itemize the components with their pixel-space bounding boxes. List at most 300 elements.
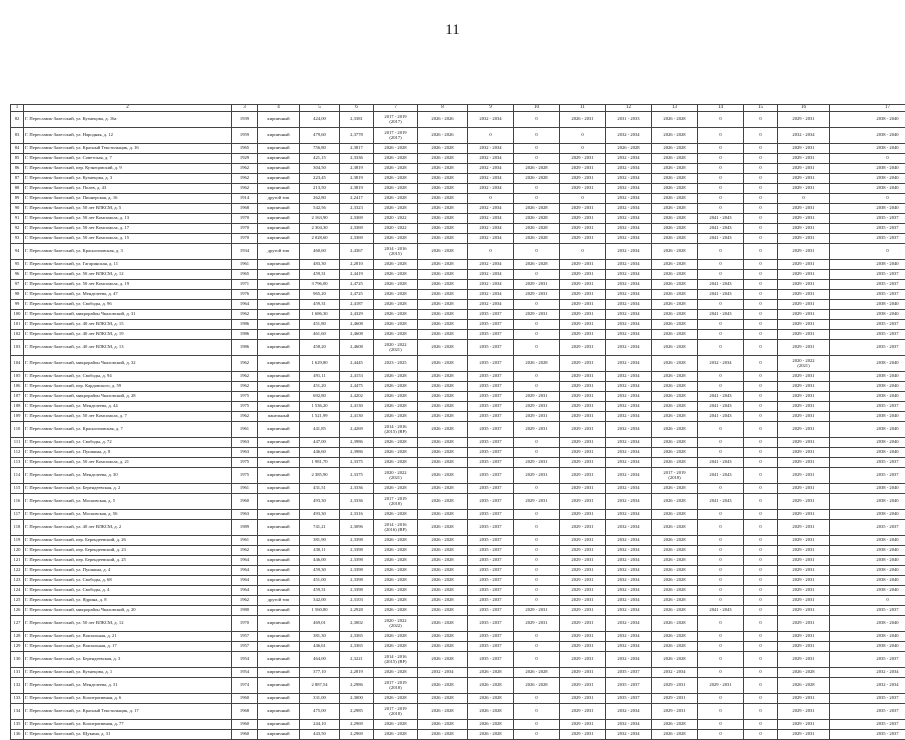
table-cell: 2032 - 2034 — [606, 164, 652, 174]
table-cell: 0 — [778, 194, 830, 204]
table-cell: 2029 - 2031 — [560, 204, 606, 214]
table-cell: 104 — [11, 356, 24, 372]
table-cell: 2029 - 2031 — [778, 510, 830, 520]
table-cell: 2032 - 2034 — [606, 128, 652, 144]
table-cell: 86 — [11, 164, 24, 174]
table-cell: 1986 — [232, 320, 258, 330]
table-cell: 2026 - 2028 — [652, 606, 698, 616]
table-cell: 479,60 — [300, 128, 340, 144]
table-cell: 2026 - 2026 — [418, 112, 468, 128]
address-cell: Г. Переславль-Залесский, ул. Менделеева, д. 30 — [24, 468, 232, 484]
table-cell: 2026 - 2028 — [374, 566, 418, 576]
table-cell: 0 — [744, 678, 778, 694]
table-cell: 0 — [744, 652, 778, 668]
table-cell: кирпичный — [258, 678, 300, 694]
table-cell: 2032 - 2034 — [606, 330, 652, 340]
table-cell: 87 — [11, 174, 24, 184]
table-cell: другой тип — [258, 596, 300, 606]
table-cell: 431,51 — [300, 484, 340, 494]
table-cell: 2026 - 2028 — [374, 642, 418, 652]
table-cell: 381,30 — [300, 632, 340, 642]
table-cell: 244,10 — [300, 720, 340, 730]
table-cell: 2026 - 2028 — [418, 704, 468, 720]
table-cell: 136 — [11, 730, 24, 740]
table-cell: 2038 - 2040 — [830, 632, 905, 642]
address-cell: Г. Переславль-Залесский, ул. Вокзальная, д. 17 — [24, 642, 232, 652]
table-cell: 2,2985 — [340, 704, 374, 720]
table-cell: кирпичный — [258, 356, 300, 372]
table-cell: 2035 - 2037 — [468, 494, 514, 510]
table-cell: 2029 - 2031 — [560, 576, 606, 586]
table-cell: 2020 - 2022 (2022) — [374, 616, 418, 632]
table-cell: 459,30 — [300, 566, 340, 576]
table-cell: 2026 - 2028 — [418, 234, 468, 244]
table-row — [11, 194, 905, 204]
table-cell: 1 536,20 — [300, 402, 340, 412]
table-cell: 1960 — [232, 720, 258, 730]
table-row — [11, 652, 905, 668]
table-cell: 0 — [514, 448, 560, 458]
table-cell: 2026 - 2028 — [418, 340, 468, 356]
table-row — [11, 402, 905, 412]
table-cell: 2035 - 2037 — [468, 606, 514, 616]
table-cell: 2038 - 2040 — [830, 448, 905, 458]
table-cell: 0 — [698, 372, 744, 382]
table-cell: 2,3398 — [340, 576, 374, 586]
table-row — [11, 204, 905, 214]
table-cell: 107 — [11, 392, 24, 402]
table-cell: 2041 - 2043 — [698, 290, 744, 300]
table-cell: 2029 - 2031 — [560, 392, 606, 402]
table-cell: 2035 - 2037 — [606, 668, 652, 678]
table-cell: 2029 - 2031 — [778, 392, 830, 402]
table-cell: 2041 - 2043 — [698, 224, 744, 234]
table-cell: 2029 - 2031 — [778, 494, 830, 510]
table-cell: 2017 - 2019 (2018) — [374, 494, 418, 510]
table-cell: 1961 — [232, 484, 258, 494]
table-cell: 108 — [11, 402, 24, 412]
address-cell: Г. Переславль-Залесский, ул. 50 лет Комсомола, д. 15 — [24, 234, 232, 244]
table-cell: 2,3817 — [340, 144, 374, 154]
table-cell: кирпичный — [258, 694, 300, 704]
table-cell: 0 — [514, 128, 560, 144]
table-cell: 2038 - 2040 — [830, 616, 905, 632]
table-row — [11, 154, 905, 164]
address-cell: Г. Переславль-Залесский, ул. Красноэховская, д. 3 — [24, 244, 232, 260]
address-cell: Г. Переславль-Залесский, ул. Кузнецова, д. 1 — [24, 668, 232, 678]
table-cell: 0 — [514, 154, 560, 164]
table-cell: 2029 - 2031 — [560, 510, 606, 520]
table-cell: 2026 - 2028 — [652, 616, 698, 632]
table-cell: 451,80 — [300, 320, 340, 330]
table-cell: 2023 - 2025 — [374, 356, 418, 372]
table-cell: 2026 - 2028 — [418, 632, 468, 642]
table-cell: 97 — [11, 280, 24, 290]
table-cell: 2035 - 2037 — [830, 606, 905, 616]
table-cell: кирпичный — [258, 556, 300, 566]
table-cell: 2 887,54 — [300, 678, 340, 694]
table-cell: 2032 - 2034 — [606, 536, 652, 546]
table-cell: 2035 - 2037 — [830, 214, 905, 224]
table-cell: 2026 - 2028 — [652, 184, 698, 194]
table-cell: 0 — [698, 566, 744, 576]
table-cell: 2026 - 2028 — [652, 224, 698, 234]
table-cell: 2,4130 — [340, 412, 374, 422]
table-cell: 2026 - 2028 — [468, 704, 514, 720]
table-cell: кирпичный — [258, 204, 300, 214]
table-cell: 2,3375 — [340, 458, 374, 468]
address-cell: Г. Переславль-Залесский, ул. Народная, д. 12 — [24, 128, 232, 144]
table-cell: 1963 — [232, 448, 258, 458]
address-cell: Г. Переславль-Залесский, ул. Красноэховская, д. 7 — [24, 422, 232, 438]
table-cell: 2031 - 2033 — [606, 112, 652, 128]
address-cell: Г. Переславль-Залесский, ул. Вокзальная, д. 21 — [24, 632, 232, 642]
capital-repair-table — [10, 104, 895, 740]
table-cell: 2026 - 2028 — [652, 556, 698, 566]
table-cell: кирпичный — [258, 184, 300, 194]
table-cell: 0 — [468, 128, 514, 144]
address-cell: Г. Переславль-Залесский, пер. Кузнецовский, д. 9 — [24, 164, 232, 174]
table-cell: 96 — [11, 270, 24, 280]
table-cell: 2032 - 2034 — [606, 606, 652, 616]
table-cell: 2035 - 2037 — [468, 392, 514, 402]
address-cell: Г. Переславль-Залесский, ул. Кузнецова, д. 3 — [24, 174, 232, 184]
table-cell: 1963 — [232, 438, 258, 448]
table-cell: кирпичный — [258, 448, 300, 458]
table-cell: 2032 - 2034 — [606, 494, 652, 510]
table-cell: 0 — [514, 652, 560, 668]
table-cell: 2032 - 2034 — [606, 214, 652, 224]
table-cell: 2035 - 2037 — [830, 468, 905, 484]
table-cell: 2026 - 2028 — [652, 164, 698, 174]
table-cell: 2032 - 2034 — [606, 642, 652, 652]
table-cell: кирпичный — [258, 290, 300, 300]
table-row — [11, 616, 905, 632]
table-cell: 2032 - 2034 — [606, 586, 652, 596]
table-cell: 2026 - 2028 — [374, 174, 418, 184]
table-cell: 2029 - 2031 — [778, 112, 830, 128]
table-cell: 2041 - 2043 — [698, 402, 744, 412]
table-cell: 1970 — [232, 224, 258, 234]
table-cell: 2 304,30 — [300, 224, 340, 234]
table-cell: кирпичный — [258, 494, 300, 510]
table-cell: 2032 - 2034 — [606, 244, 652, 260]
address-cell: Г. Переславль-Залесский, пер. Берендеевский, д. 25 — [24, 556, 232, 566]
table-row — [11, 112, 905, 128]
table-cell: 0 — [698, 270, 744, 280]
table-cell: 2,2969 — [340, 720, 374, 730]
table-cell: 2026 - 2028 — [374, 194, 418, 204]
table-cell: 213,50 — [300, 184, 340, 194]
table-cell: 2035 - 2037 — [468, 320, 514, 330]
table-cell: 1960 — [232, 494, 258, 510]
table-cell: 1965 — [232, 144, 258, 154]
address-cell: Г. Переславль-Залесский, микрорайон Чкаловский, д. 28 — [24, 392, 232, 402]
table-cell: 2029 - 2031 — [560, 224, 606, 234]
table-cell: 0 — [744, 112, 778, 128]
table-cell: 2029 - 2031 — [560, 642, 606, 652]
table-cell: 2026 - 2028 — [374, 154, 418, 164]
column-header: 5 — [300, 105, 340, 112]
table-cell: 2026 - 2028 — [652, 422, 698, 438]
table-cell: 1989 — [232, 520, 258, 536]
table-cell: 2032 - 2034 — [830, 678, 905, 694]
table-cell: 1962 — [232, 174, 258, 184]
table-cell: 113 — [11, 458, 24, 468]
table-cell: 2026 - 2028 — [652, 720, 698, 730]
table-cell: 0 — [744, 730, 778, 740]
table-cell: 83 — [11, 128, 24, 144]
table-cell: 0 — [514, 184, 560, 194]
table-cell: 2029 - 2031 — [514, 310, 560, 320]
table-cell: 2029 - 2031 — [560, 270, 606, 280]
table-cell: кирпичный — [258, 536, 300, 546]
table-cell: 2029 - 2031 — [778, 632, 830, 642]
table-cell: 0 — [698, 546, 744, 556]
table-cell: 0 — [698, 536, 744, 546]
table-cell: 2029 - 2031 — [778, 320, 830, 330]
table-cell: 109 — [11, 412, 24, 422]
table-cell: 2035 - 2037 — [830, 402, 905, 412]
table-cell: 2026 - 2028 — [652, 642, 698, 652]
table-cell: 0 — [514, 694, 560, 704]
table-cell: 89 — [11, 194, 24, 204]
table-cell: 2026 - 2028 — [652, 280, 698, 290]
table-cell: 2026 - 2028 — [652, 330, 698, 340]
table-row — [11, 484, 905, 494]
table-cell: 342,00 — [300, 596, 340, 606]
table-cell: 0 — [744, 310, 778, 320]
table-cell: 2029 - 2031 — [560, 546, 606, 556]
table-cell: 381,90 — [300, 536, 340, 546]
table-cell: 2041 - 2043 — [698, 234, 744, 244]
table-cell: 2035 - 2037 — [468, 642, 514, 652]
table-cell: 2017 - 2019 (2017) — [374, 112, 418, 128]
table-cell: 2032 - 2034 — [606, 616, 652, 632]
table-cell: 2041 - 2043 — [698, 468, 744, 484]
table-row — [11, 392, 905, 402]
table-cell: 121 — [11, 556, 24, 566]
table-cell: 2026 - 2028 — [514, 260, 560, 270]
table-cell: 2029 - 2031 — [560, 586, 606, 596]
table-row — [11, 566, 905, 576]
table-cell: 103 — [11, 340, 24, 356]
table-cell: 0 — [744, 484, 778, 494]
table-cell: 2029 - 2031 — [778, 290, 830, 300]
table-cell: 2035 - 2037 — [468, 652, 514, 668]
table-cell: 2026 - 2028 — [652, 112, 698, 128]
table-cell: 2035 - 2037 — [830, 458, 905, 468]
address-cell: Г. Переславль-Залесский, ул. 50 лет Комсомола, д. 19 — [24, 280, 232, 290]
table-cell: 2032 - 2034 — [468, 260, 514, 270]
table-cell: 2,2417 — [340, 194, 374, 204]
table-cell: 2032 - 2034 — [606, 566, 652, 576]
table-cell: 2026 - 2028 — [418, 270, 468, 280]
table-cell: 0 — [744, 422, 778, 438]
table-cell: 2026 - 2028 — [652, 214, 698, 224]
table-cell: 2,3986 — [340, 448, 374, 458]
table-cell: 2026 - 2028 — [374, 694, 418, 704]
table-cell: 0 — [698, 484, 744, 494]
table-cell: 111 — [11, 438, 24, 448]
table-cell: 84 — [11, 144, 24, 154]
table-cell: 451,20 — [300, 382, 340, 392]
table-cell: 2041 - 2043 — [698, 412, 744, 422]
table-cell: 1929 — [232, 154, 258, 164]
table-cell: 2035 - 2037 — [468, 412, 514, 422]
table-cell: 2029 - 2031 — [514, 412, 560, 422]
table-cell: 2,3336 — [340, 494, 374, 510]
table-cell: 2026 - 2028 — [778, 668, 830, 678]
table-cell: 2029 - 2031 — [778, 536, 830, 546]
table-cell: 2029 - 2031 — [778, 144, 830, 154]
table-cell: 95 — [11, 260, 24, 270]
table-cell: другой тип — [258, 194, 300, 204]
table-cell: 0 — [698, 576, 744, 586]
page-number: 11 — [0, 22, 905, 39]
table-cell: 2032 - 2034 — [778, 128, 830, 144]
table-cell: 0 — [698, 300, 744, 310]
address-cell: Г. Переславль-Залесский, ул. Менделеева, д. 31 — [24, 678, 232, 694]
table-cell: 2020 - 2022 (2021) — [778, 356, 830, 372]
table-cell: 2026 - 2028 — [418, 458, 468, 468]
table-cell: 2041 - 2043 — [698, 310, 744, 320]
table-cell: 2,2810 — [340, 260, 374, 270]
table-cell: 2035 - 2037 — [468, 566, 514, 576]
table-cell: 0 — [744, 382, 778, 392]
table-cell: 106 — [11, 382, 24, 392]
table-cell: 459,31 — [300, 586, 340, 596]
table-cell: 2014 - 2016 (2015) — [374, 244, 418, 260]
table-cell: 135 — [11, 720, 24, 730]
table-cell: 2032 - 2034 — [606, 382, 652, 392]
table-cell: кирпичный — [258, 632, 300, 642]
table-cell: 2026 - 2028 — [374, 372, 418, 382]
table-cell: 2026 - 2028 — [652, 520, 698, 536]
table-cell: 2026 - 2028 — [374, 204, 418, 214]
table-cell: 117 — [11, 510, 24, 520]
table-cell: 2017 - 2019 (2018) — [374, 704, 418, 720]
table-cell: 1964 — [232, 586, 258, 596]
table-cell: 2026 - 2028 — [374, 596, 418, 606]
address-cell: Г. Переславль-Залесский, ул. Московская, д. 56 — [24, 510, 232, 520]
table-cell: 0 — [744, 244, 778, 260]
table-cell: кирпичный — [258, 730, 300, 740]
table-cell: 2032 - 2034 — [606, 174, 652, 184]
table-cell: 965,20 — [300, 290, 340, 300]
table-cell: 0 — [744, 214, 778, 224]
table-cell: 0 — [698, 244, 744, 260]
address-cell: Г. Переславль-Залесский, ул. Кузнецова, д. 16а — [24, 112, 232, 128]
table-cell: 0 — [698, 128, 744, 144]
table-cell: 0 — [514, 586, 560, 596]
table-cell: 102 — [11, 330, 24, 340]
table-cell: 0 — [744, 556, 778, 566]
table-row — [11, 586, 905, 596]
address-cell: Г. Переславль-Залесский, ул. Пионерская, д. 16 — [24, 194, 232, 204]
table-cell: 2029 - 2031 — [778, 566, 830, 576]
table-cell: 2026 - 2028 — [418, 300, 468, 310]
table-cell: 85 — [11, 154, 24, 164]
table-cell: 2029 - 2031 — [560, 214, 606, 224]
table-cell: 0 — [744, 586, 778, 596]
table-cell: 2038 - 2040 — [830, 412, 905, 422]
table-cell: 2035 - 2037 — [606, 678, 652, 694]
column-header: 16 — [778, 105, 830, 112]
table-cell: 2032 - 2034 — [606, 510, 652, 520]
table-cell: 0 — [514, 484, 560, 494]
table-cell: 2032 - 2034 — [606, 484, 652, 494]
table-cell: 2032 - 2034 — [468, 174, 514, 184]
table-cell: 2035 - 2037 — [830, 290, 905, 300]
table-cell: 2032 - 2034 — [468, 234, 514, 244]
table-cell: 2038 - 2040 — [830, 144, 905, 154]
table-cell: кирпичный — [258, 112, 300, 128]
table-cell: 2,4445 — [340, 356, 374, 372]
table-cell: 1970 — [232, 214, 258, 224]
table-cell: 2026 - 2028 — [418, 422, 468, 438]
table-cell: 2026 - 2028 — [418, 596, 468, 606]
table-cell: 2032 - 2034 — [468, 280, 514, 290]
table-cell: 2029 - 2031 — [778, 382, 830, 392]
table-cell: 0 — [698, 510, 744, 520]
table-cell: 2026 - 2028 — [418, 290, 468, 300]
table-cell: 1 981,70 — [300, 458, 340, 468]
table-cell: 2,2928 — [340, 606, 374, 616]
table-cell: 2026 - 2028 — [418, 260, 468, 270]
table-cell: 2026 - 2028 — [606, 144, 652, 154]
table-cell: 2,4367 — [340, 244, 374, 260]
table-cell: 0 — [744, 412, 778, 422]
table-cell: 2038 - 2040 — [830, 128, 905, 144]
table-cell: 0 — [514, 720, 560, 730]
table-cell: 0 — [744, 340, 778, 356]
table-cell: 2026 - 2028 — [652, 290, 698, 300]
table-cell: 0 — [744, 356, 778, 372]
table-cell: 2035 - 2037 — [468, 438, 514, 448]
table-cell: 0 — [744, 520, 778, 536]
table-cell: 2032 - 2034 — [468, 270, 514, 280]
table-cell: 2035 - 2037 — [468, 382, 514, 392]
column-number-header — [11, 105, 905, 112]
table-cell: 2029 - 2031 — [560, 234, 606, 244]
table-cell: 2,4269 — [340, 422, 374, 438]
table-cell: 2026 - 2028 — [418, 494, 468, 510]
table-cell: 1965 — [232, 270, 258, 280]
table-cell: 2029 - 2031 — [560, 164, 606, 174]
table-cell: 2032 - 2034 — [652, 668, 698, 678]
table-cell: 493,30 — [300, 510, 340, 520]
table-cell: кирпичный — [258, 392, 300, 402]
table-cell: 2038 - 2040 — [830, 536, 905, 546]
address-cell: Г. Переславль-Залесский, ул. 50 лет Комсомола, д. 7 — [24, 412, 232, 422]
address-cell: Г. Переславль-Залесский, ул. Щукина, д. 31 — [24, 730, 232, 740]
table-cell: кирпичный — [258, 642, 300, 652]
table-cell: 0 — [514, 382, 560, 392]
table-cell: 131 — [11, 668, 24, 678]
table-cell: 424,00 — [300, 112, 340, 128]
table-cell: 459,31 — [300, 300, 340, 310]
column-header: 14 — [698, 105, 744, 112]
address-cell: Г. Переславль-Залесский, ул. Свободы, д. 94 — [24, 372, 232, 382]
table-cell: 2026 - 2028 — [652, 546, 698, 556]
table-cell: 2029 - 2031 — [778, 448, 830, 458]
table-cell: 2029 - 2031 — [778, 310, 830, 320]
table-cell: 2026 - 2028 — [468, 730, 514, 740]
table-cell: 0 — [698, 112, 744, 128]
table-cell: 1962 — [232, 382, 258, 392]
table-cell: 2026 - 2028 — [652, 652, 698, 668]
